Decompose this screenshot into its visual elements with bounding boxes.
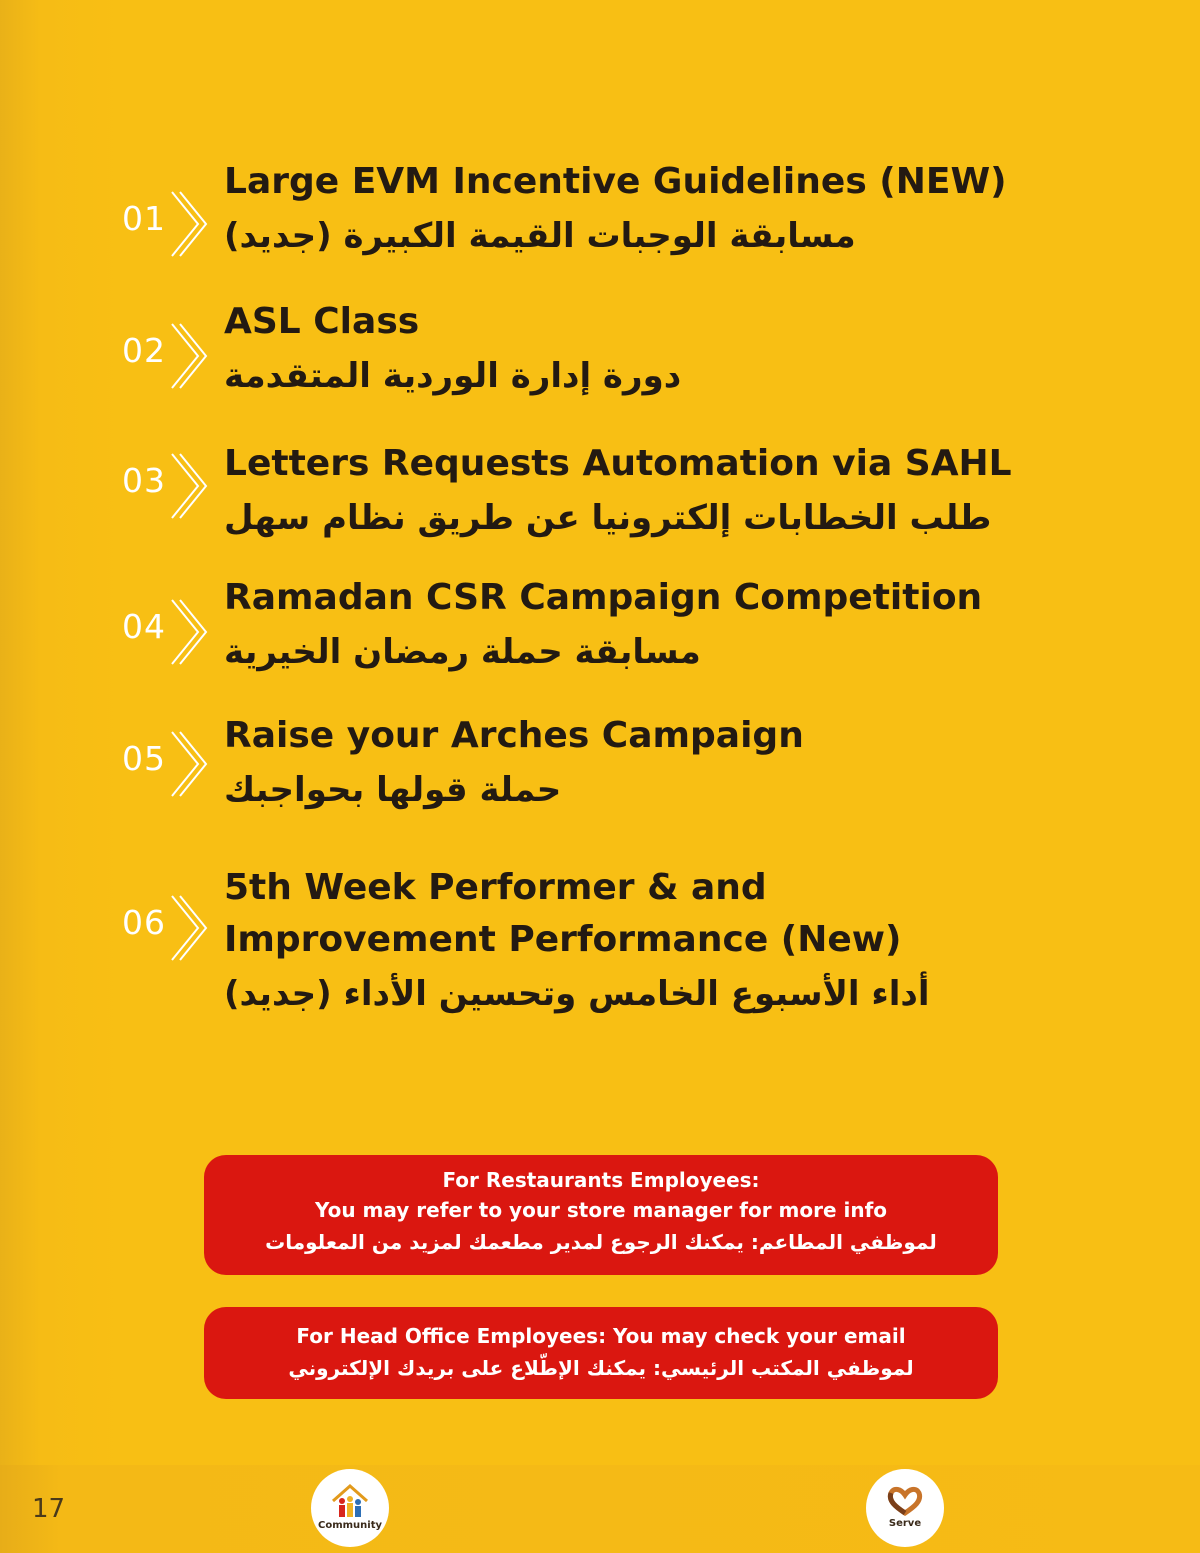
serve-badge — [866, 1469, 944, 1547]
community-badge — [311, 1469, 389, 1547]
item-title-en: Raise your Arches Campaign — [224, 715, 804, 756]
double-chevron-icon — [168, 188, 208, 260]
item-title-ar: حملة قولها بحواجبك — [224, 770, 562, 810]
item-texts — [224, 296, 1024, 404]
item-title-ar: مسابقة الوجبات القيمة الكبيرة (جديد) — [224, 216, 856, 256]
heart-hands-icon — [866, 1469, 944, 1547]
item-number-block — [110, 607, 200, 690]
item-number: 03 — [122, 461, 166, 500]
restaurants-notice-line: You may refer to your store manager for more info — [314, 1198, 888, 1222]
item-texts — [224, 710, 1024, 818]
head-office-notice-ar: لموظفي المكتب الرئيسي: يمكنك الإطّلاع على بريدك الإلكتروني — [288, 1356, 914, 1380]
item-number: 01 — [122, 199, 166, 238]
item-title-ar: أداء الأسبوع الخامس وتحسين الأداء (جديد) — [224, 974, 930, 1014]
restaurants-notice-ar: لموظفي المطاعم: يمكنك الرجوع لمدير مطعمك لمزيد من المعلومات — [265, 1230, 937, 1254]
item-title-en: Ramadan CSR Campaign Competition — [224, 577, 983, 618]
item-texts — [224, 572, 1024, 680]
item-number-block — [110, 461, 200, 544]
item-title-ar: مسابقة حملة رمضان الخيرية — [224, 632, 701, 672]
double-chevron-icon — [168, 596, 208, 668]
item-number-block — [110, 903, 200, 986]
item-number-block — [110, 739, 200, 822]
item-texts — [224, 156, 1024, 264]
item-texts — [224, 438, 1024, 546]
item-title-ar: طلب الخطابات إلكترونيا عن طريق نظام سهل — [224, 498, 992, 538]
community-badge-label: Community — [317, 1520, 382, 1531]
serve-badge-label: Serve — [888, 1518, 922, 1529]
page-number: 17 — [32, 1494, 66, 1524]
item-title-en: Letters Requests Automation via SAHL — [224, 443, 1012, 484]
item-title-en: Large EVM Incentive Guidelines (NEW) — [224, 161, 1007, 202]
item-title-en: ASL Class — [224, 301, 420, 342]
head-office-notice-line: For Head Office Employees: You may check your email — [296, 1324, 906, 1348]
double-chevron-icon — [168, 892, 208, 964]
item-title-ar: دورة إدارة الوردية المتقدمة — [224, 356, 682, 396]
double-chevron-icon — [168, 320, 208, 392]
item-number-block — [110, 199, 200, 282]
item-number: 04 — [122, 607, 166, 646]
item-texts — [224, 862, 1024, 1022]
item-title-en: 5th Week Performer & and — [224, 867, 767, 908]
item-number: 02 — [122, 331, 166, 370]
community-house-icon — [311, 1469, 389, 1547]
double-chevron-icon — [168, 450, 208, 522]
item-title-en-line2: Improvement Performance (New) — [224, 919, 902, 960]
head-office-notice — [204, 1307, 998, 1399]
item-number: 06 — [122, 903, 166, 942]
item-number-block — [110, 331, 200, 414]
restaurants-notice-title: For Restaurants Employees: — [442, 1168, 760, 1192]
footer — [0, 1465, 1200, 1553]
double-chevron-icon — [168, 728, 208, 800]
restaurants-notice — [204, 1155, 998, 1275]
item-number: 05 — [122, 739, 166, 778]
